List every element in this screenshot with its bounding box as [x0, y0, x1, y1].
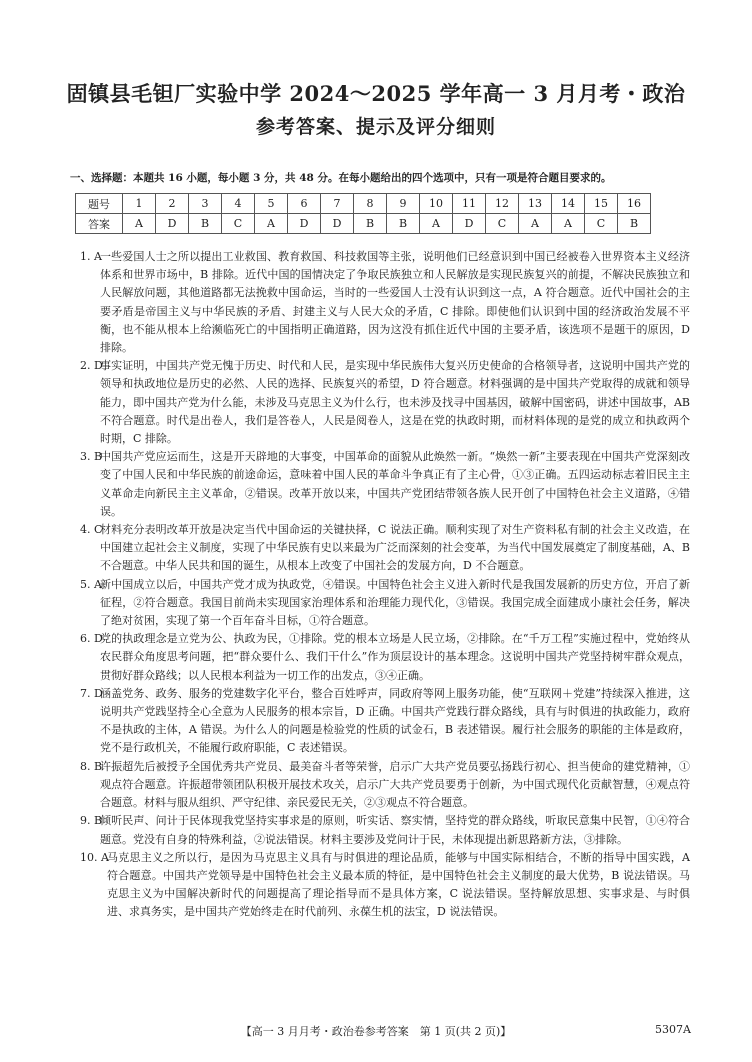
- page-title: 固镇县毛钽厂实验中学 2024～2025 学年高一 3 月月考・政治: [66, 81, 686, 106]
- explanation-number: 7. D: [80, 686, 103, 700]
- question-number-cell: 8: [354, 194, 387, 214]
- answer-cell: A: [255, 214, 288, 234]
- explanation-text: 党的执政理念是立党为公、执政为民，①排除。党的根本立场是人民立场，②排除。在“千万工程”实施过程中，党始终从农民群众角度思考问题，把“群众要什么、我们干什么”作为顶层设计的基本理念。这说明中国共产党坚持树牢群众观点，贯彻好群众路线；以人民根本利益为一切工作的出发点，③④正确。: [100, 632, 690, 682]
- explanation-number: 2. D: [80, 359, 103, 373]
- explanation-item: [80, 630, 690, 685]
- answer-cell: B: [618, 214, 651, 234]
- answer-cell: A: [552, 214, 585, 234]
- question-number-cell: 2: [156, 194, 189, 214]
- answer-table-answer-row: [76, 214, 651, 234]
- explanation-number: 8. B: [80, 759, 103, 773]
- explanation-item: [80, 849, 690, 922]
- question-number-cell: 5: [255, 194, 288, 214]
- explanation-item: [80, 248, 690, 357]
- answer-cell: B: [189, 214, 222, 234]
- question-number-cell: 9: [387, 194, 420, 214]
- row-label-number: 题号: [76, 194, 123, 214]
- answer-cell: B: [354, 214, 387, 234]
- answer-cell: A: [123, 214, 156, 234]
- explanation-number: 5. A: [80, 577, 102, 591]
- answer-cell: D: [321, 214, 354, 234]
- explanation-text: 事实证明，中国共产党无愧于历史、时代和人民，是实现中华民族伟大复兴历史使命的合格领导者，这说明中国共产党的领导和执政地位是历史的必然、人民的选择、民族复兴的希望，D 符合题意。材料强调的是中国共产党取得的成就和领导能力，即中国共产党为什么能，未涉及马克思主义为什么行，也未涉及找寻中国基因，破解中国密码，讲述中国故事，AB 不符合题意。时代是出卷人，我们是答卷人，人民是阅卷人，这是在党的执政时期，而材料体现的是党的成立和执政两个时期，C 排除。: [100, 359, 690, 446]
- explanation-text: 新中国成立以后，中国共产党才成为执政党，④错误。中国特色社会主义进入新时代是我国发展新的历史方位，开启了新征程，②符合题意。我国目前尚未实现国家治理体系和治理能力现代化，③错误。我国完成全面建成小康社会任务，解决了绝对贫困，实现了第一个百年奋斗目标，①符合题意。: [100, 577, 690, 628]
- explanation-item: [80, 685, 690, 758]
- document-code: 5307A: [655, 1023, 691, 1036]
- explanation-number: 4. C: [80, 523, 103, 537]
- explanation-text: 马克思主义之所以行，是因为马克思主义具有与时俱进的理论品质，能够与中国实际相结合，不断的指导中国实践，A 符合题意。中国共产党领导是中国特色社会主义最本质的特征，是中国特色社会主义制度的最大优势，B 说法错误。马克思主义为中国解决新时代的问题提高了理论指导而不是具体方案，C 说法错误。坚持解放思想、实事求是、与时俱进、求真务实，是中国共产党始终走在时代前列、永葆生机的法宝，D 说法错误。: [107, 850, 690, 919]
- answer-cell: A: [420, 214, 453, 234]
- question-number-cell: 15: [585, 194, 618, 214]
- page-footer: 【高一 3 月月考・政治卷参考答案 第 1 页(共 2 页)】: [240, 1025, 512, 1038]
- question-number-cell: 16: [618, 194, 651, 214]
- answer-cell: C: [585, 214, 618, 234]
- explanation-item: [80, 812, 690, 848]
- answer-table: [75, 193, 651, 234]
- explanation-item: [80, 758, 690, 813]
- question-number-cell: 1: [123, 194, 156, 214]
- explanation-item: [80, 576, 690, 631]
- explanation-number: 1. A: [80, 250, 102, 263]
- explanation-number: 10. A: [80, 850, 109, 864]
- explanation-text: 材料充分表明改革开放是决定当代中国命运的关键抉择，C 说法正确。顺利实现了对生产资料私有制的社会主义改造，在中国建立起社会主义制度，实现了中华民族有史以来最为广泛而深刻的社会变革，为当代中国发展奠定了制度基础，A、B 不合题意。中华人民共和国的诞生，从根本上改变了中国社会的发展方向，D 不合题意。: [100, 523, 690, 573]
- question-number-cell: 13: [519, 194, 552, 214]
- explanation-number: 3. B: [80, 450, 103, 464]
- question-number-cell: 14: [552, 194, 585, 214]
- question-number-cell: 10: [420, 194, 453, 214]
- question-number-cell: 11: [453, 194, 486, 214]
- question-number-cell: 4: [222, 194, 255, 214]
- explanation-item: [80, 521, 690, 576]
- answer-cell: D: [453, 214, 486, 234]
- answer-cell: A: [519, 214, 552, 234]
- answer-cell: D: [288, 214, 321, 234]
- explanation-text: 中国共产党应运而生，这是开天辟地的大事变，中国革命的面貌从此焕然一新。“焕然一新”主要表现在中国共产党深刻改变了中国人民和中华民族的前途命运，意味着中国人民的革命斗争真正有了主心骨，①③正确。五四运动标志着旧民主主义革命走向新民主主义革命，②错误。改革开放以来，中国共产党团结带领各族人民开创了中国特色社会主义道路，④错误。: [100, 450, 690, 518]
- answer-cell: C: [222, 214, 255, 234]
- explanation-item: [80, 448, 690, 521]
- page-subtitle: 参考答案、提示及评分细则: [255, 116, 496, 138]
- explanation-text: 涵盖党务、政务、服务的党建数字化平台，整合百姓呼声，同政府等网上服务功能，使“互联网＋党建”持续深入推进，这说明共产党践坚持全心全意为人民服务的根本宗旨，D 正确。中国共产党践行群众路线，具有与时俱进的执政能力，政府不是执政的主体，A 错误。为什么人的问题是检验党的性质的试金石，B 表述错误。履行社会服务的职能的主体是政府，党不是行政机关，不能履行政府职能，C 表述错误。: [100, 686, 690, 755]
- explanation-text: 倾听民声、问计于民体现我党坚持实事求是的原则，听实话、察实情，坚持党的群众路线，听取民意集中民智，①④符合题意。党没有自身的特殊利益，②说法错误。材料主要涉及党问计于民，未体现提出新思路新方法，③排除。: [100, 814, 690, 846]
- answer-cell: B: [387, 214, 420, 234]
- answer-cell: D: [156, 214, 189, 234]
- explanation-number: 9. B: [80, 814, 103, 828]
- explanation-item: [80, 357, 690, 448]
- explanation-number: 6. D: [80, 632, 103, 646]
- answer-cell: C: [486, 214, 519, 234]
- question-number-cell: 6: [288, 194, 321, 214]
- explanation-list: [80, 248, 690, 922]
- question-number-cell: 3: [189, 194, 222, 214]
- answer-table-number-row: [76, 194, 651, 214]
- explanation-text: 一些爱国人士之所以提出工业救国、教育救国、科技救国等主张，说明他们已经意识到中国已经被卷入世界资本主义经济体系和世界市场中，B 排除。近代中国的国情决定了争取民族独立和人民解放是实现民族复兴的前提，不解决民族独立和人民解放问题，其他道路都无法挽救中国命运，当时的一些爱国人士没有认识到这一点，A 符合题意。近代中国社会的主要矛盾是帝国主义与中华民族的矛盾、封建主义与人民大众的矛盾，C 排除。即使他们认识到中国的经济政治发展不平衡，也不能从根本上给濒临死亡的中国指明正确道路，因为这没有抓住近代中国的主要矛盾，该选项不是题干的原因，D 排除。: [100, 250, 690, 355]
- row-label-answer: 答案: [76, 214, 123, 234]
- explanation-text: 许振超先后被授予全国优秀共产党员、最美奋斗者等荣誉，启示广大共产党员要弘扬践行初心、担当使命的建党精神，①观点符合题意。许振超带领团队积极开展技术攻关，启示广大共产党员要勇于创新，为中国式现代化贡献智慧，④观点符合题意。材料与服从组织、严守纪律、亲民爱民无关，②③观点不符合题意。: [100, 759, 690, 810]
- question-number-cell: 7: [321, 194, 354, 214]
- question-number-cell: 12: [486, 194, 519, 214]
- section-heading: 一、选择题：本题共 16 小题，每小题 3 分，共 48 分。在每小题给出的四个选项中，只有一项是符合题目要求的。: [70, 172, 612, 184]
